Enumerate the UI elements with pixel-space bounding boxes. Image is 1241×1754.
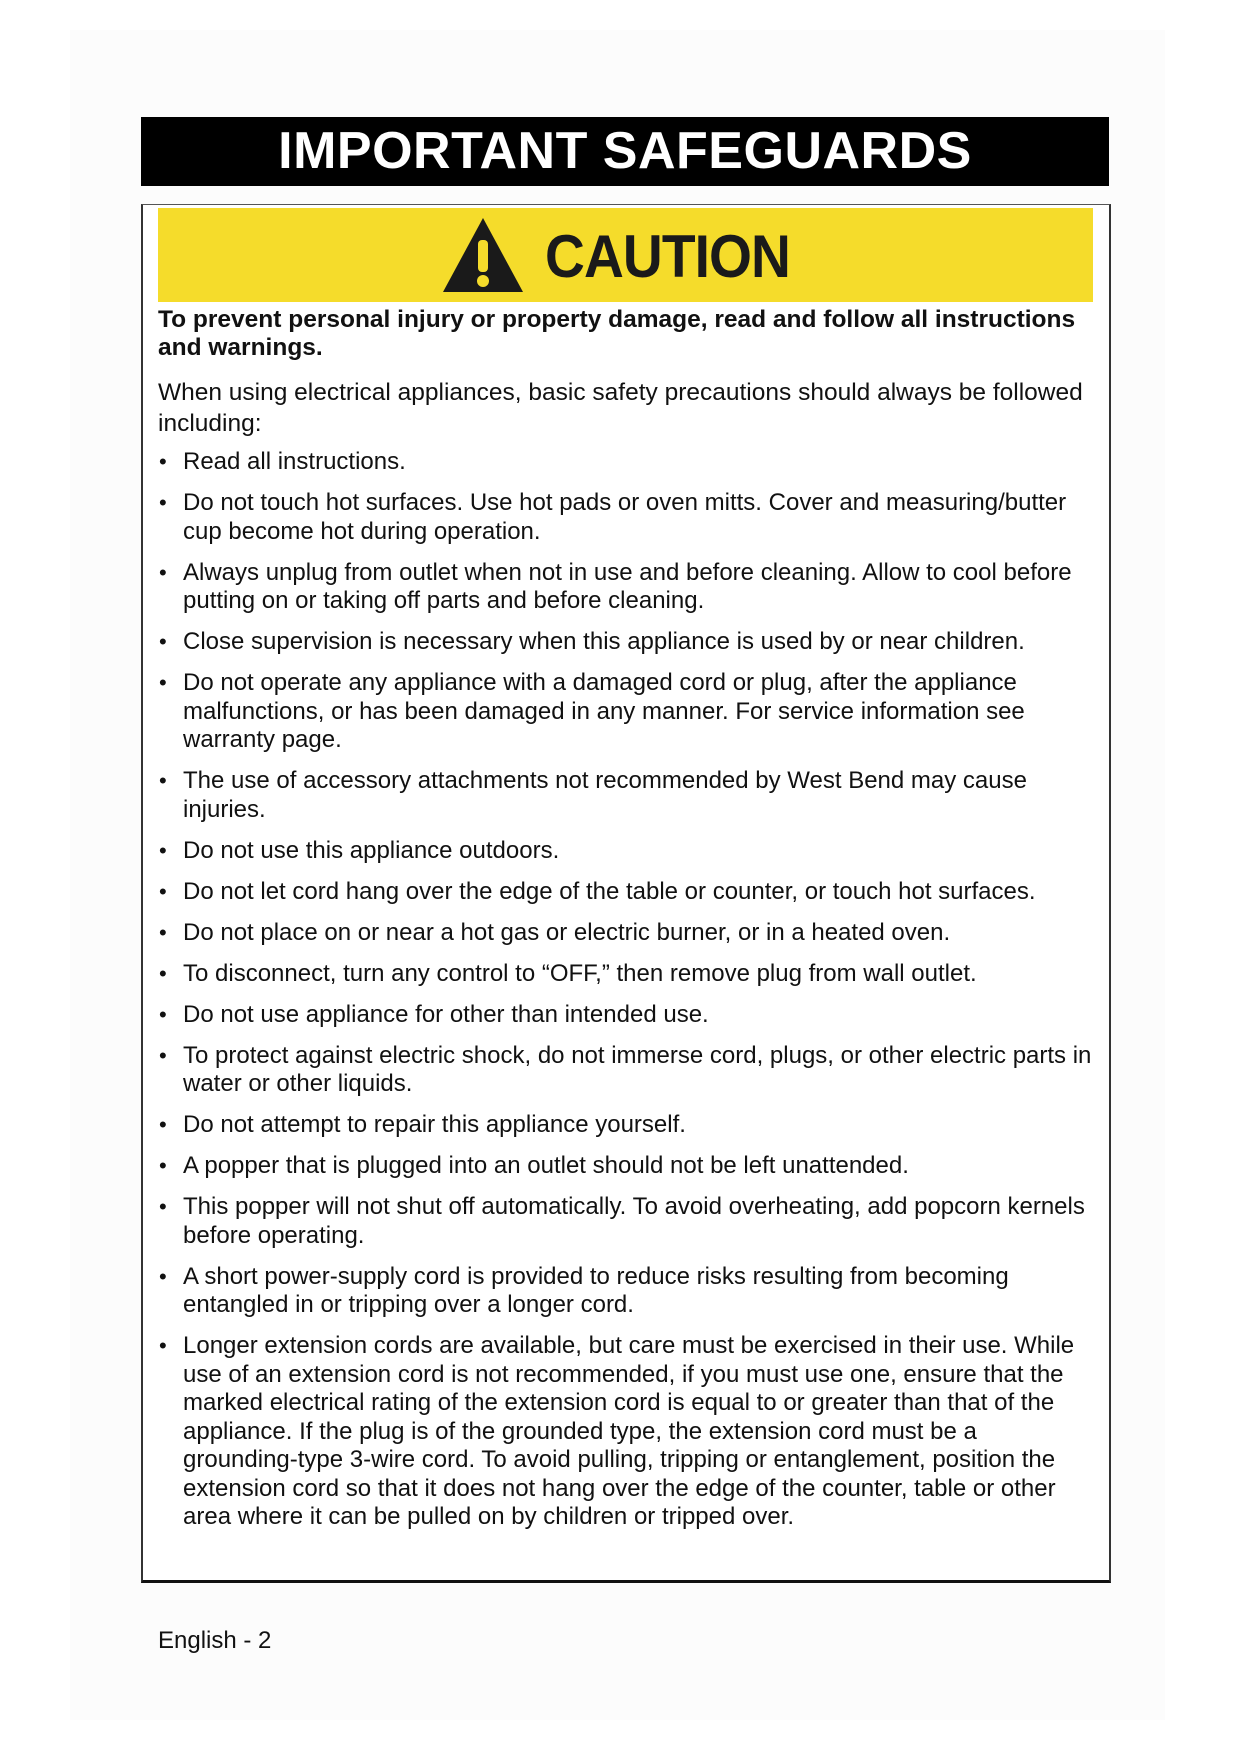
list-item (158, 1042, 1093, 1099)
list-item (158, 1263, 1093, 1320)
list-item (158, 1152, 1093, 1181)
warning-triangle-icon (441, 216, 525, 294)
list-item-text: Do not touch hot surfaces. Use hot pads or oven mitts. Cover and measuring/butter cup become hot during operation. (183, 489, 1067, 545)
list-item (158, 878, 1093, 907)
bullet-icon: • (159, 837, 167, 863)
bullet-icon: • (159, 449, 167, 474)
list-item-text: Close supervision is necessary when this appliance is used by or near children. (183, 628, 1025, 655)
bullet-icon: • (159, 1333, 167, 1358)
caution-label: CAUTION (545, 223, 791, 290)
list-item-text: To protect against electric shock, do not immerse cord, plugs, or other electric parts in water or other liquids. (183, 1041, 1092, 1097)
intro-text: When using electrical appliances, basic safety precautions should always be followed including: (158, 379, 1083, 437)
list-item-text: Do not place on or near a hot gas or electric burner, or in a heated oven. (183, 918, 951, 946)
list-item (158, 1111, 1093, 1140)
list-item-text: Do not let cord hang over the edge of the table or counter, or touch hot surfaces. (183, 877, 1036, 905)
list-item-text: Always unplug from outlet when not in use and before cleaning. Allow to cool before putting on or taking off parts and before cleaning. (183, 558, 1072, 614)
list-item (158, 1193, 1093, 1250)
list-item (158, 837, 1093, 866)
page-title: IMPORTANT SAFEGUARDS (141, 117, 1109, 186)
list-item (158, 767, 1093, 824)
list-item-text: Do not use this appliance outdoors. (183, 836, 560, 864)
bullet-icon: • (159, 559, 167, 585)
list-item-text: Do not attempt to repair this appliance yourself. (183, 1111, 686, 1138)
safeguards-list (158, 448, 1093, 1532)
bullet-icon: • (159, 960, 167, 986)
list-item (158, 559, 1093, 616)
list-item-text: Read all instructions. (183, 448, 406, 475)
list-item (158, 1332, 1093, 1532)
bullet-icon: • (159, 1194, 167, 1219)
list-item-text: Do not operate any appliance with a damaged cord or plug, after the appliance malfunctions, or has been damaged in any manner. For service information see warranty page. (183, 669, 1025, 753)
bullet-icon: • (159, 670, 167, 695)
list-item-text: This popper will not shut off automatically. To avoid overheating, add popcorn kernels before operating. (183, 1193, 1085, 1249)
list-item-text: To disconnect, turn any control to “OFF,” then remove plug from wall outlet. (183, 959, 977, 987)
bullet-icon: • (159, 1112, 167, 1137)
bullet-icon: • (159, 919, 167, 945)
bullet-icon: • (159, 1153, 167, 1178)
list-item (158, 1001, 1093, 1030)
list-item-text: Longer extension cords are available, but care must be exercised in their use. While use of an extension cord is not recommended, if you must use one, ensure that the marked electrical rating of the extension cord is equal to or greater than that of the appliance. If the plug is of the grounded type, the extension cord must be a grounding-type 3-wire cord. To avoid pulling, tripping or entanglement, position the extension cord so that it does not hang over the edge of the counter, table or other area where it can be pulled on by children or tripped over. (183, 1332, 1075, 1530)
bullet-icon: • (159, 878, 167, 904)
bullet-icon: • (159, 490, 167, 515)
list-item (158, 919, 1093, 948)
list-item-text: Do not use appliance for other than intended use. (183, 1000, 709, 1028)
page-number: English - 2 (158, 1627, 272, 1654)
list-item (158, 669, 1093, 755)
safeguards-content (158, 302, 1093, 1544)
safeguards-box (141, 204, 1111, 1583)
list-item-text: The use of accessory attachments not recommended by West Bend may cause injuries. (183, 767, 1027, 823)
list-item (158, 489, 1093, 546)
lead-warning: To prevent personal injury or property damage, read and follow all instructions and warnings. (158, 306, 1076, 361)
caution-banner (158, 208, 1093, 302)
bullet-icon: • (159, 1042, 167, 1068)
list-item-text: A popper that is plugged into an outlet should not be left unattended. (183, 1152, 909, 1179)
list-item (158, 628, 1093, 657)
bullet-icon: • (159, 1001, 167, 1027)
bullet-icon: • (159, 629, 167, 654)
list-item-text: A short power-supply cord is provided to reduce risks resulting from becoming entangled in or tripping over a longer cord. (183, 1262, 1009, 1318)
list-item (158, 448, 1093, 477)
bullet-icon: • (159, 1263, 167, 1289)
bullet-icon: • (159, 768, 167, 793)
list-item (158, 960, 1093, 989)
